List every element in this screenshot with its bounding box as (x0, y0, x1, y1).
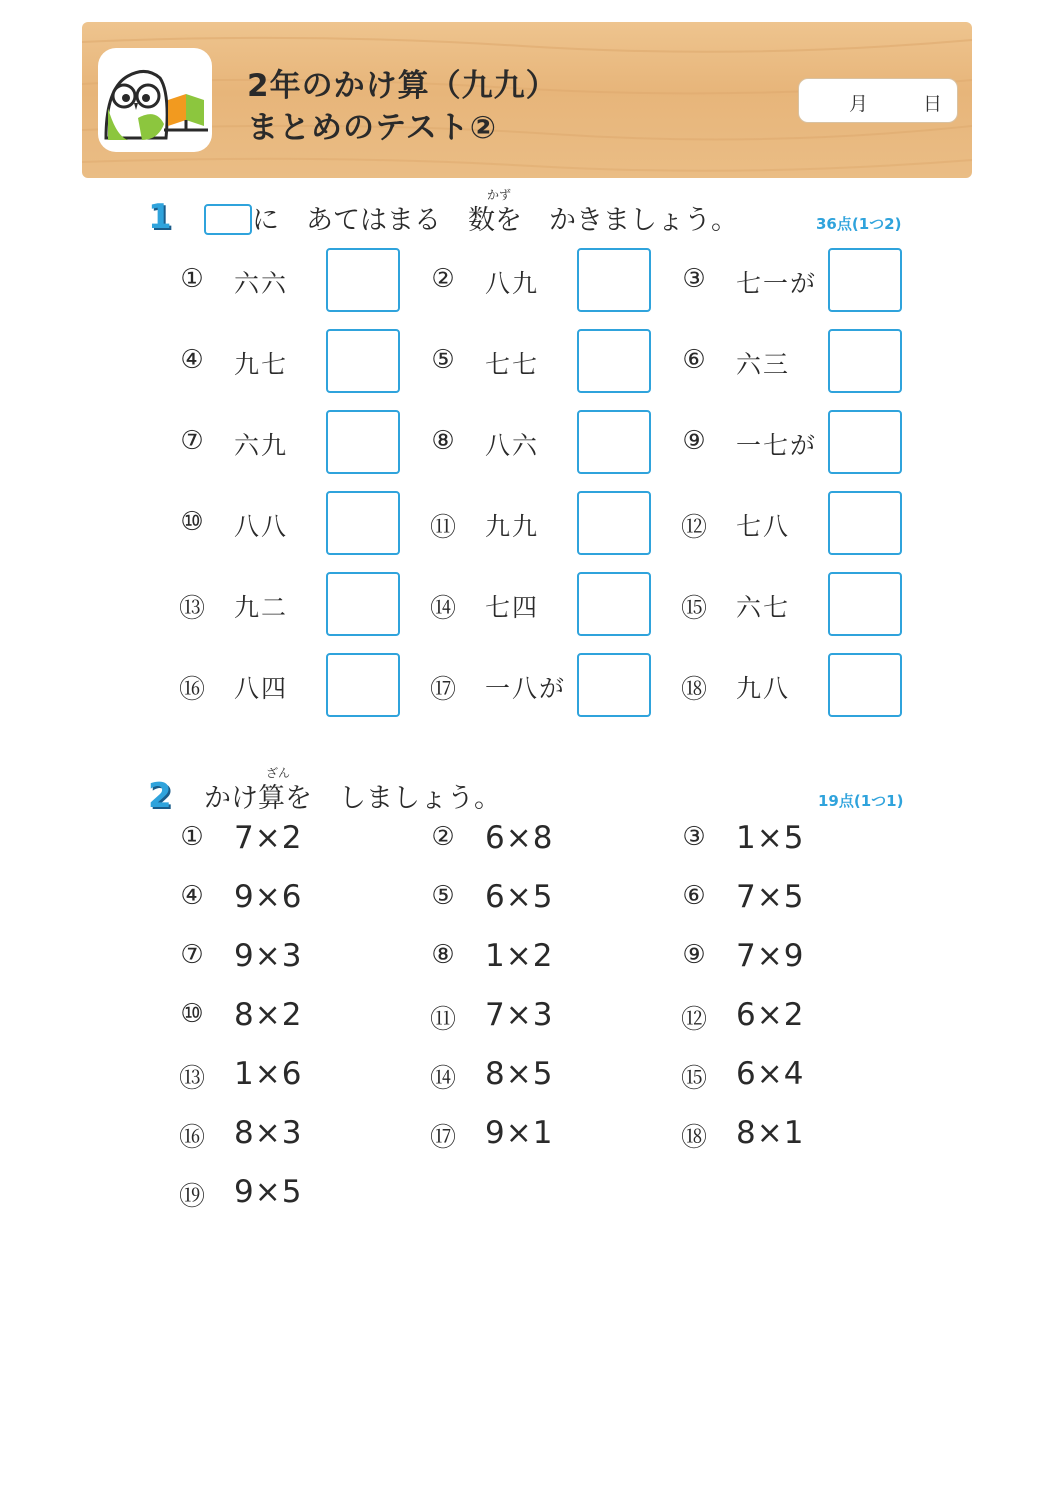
section2-question-expression: 1×6 (234, 1056, 303, 1092)
section1-question-text: 七七 (485, 350, 540, 379)
owl-book-logo (98, 48, 212, 152)
date-month-label: 月 (849, 93, 869, 115)
section1-answer-box[interactable] (828, 248, 902, 312)
section1-question-text: 七一が (736, 269, 818, 298)
section2-question-expression: 7×3 (485, 997, 554, 1033)
section2-question-expression: 8×2 (234, 997, 303, 1033)
section1-ruby: かず (487, 188, 512, 202)
section2-question-expression: 6×2 (736, 997, 805, 1033)
section2-question-number: ⑲ (178, 1182, 205, 1212)
section1-question-number: ⑯ (178, 675, 205, 705)
section2-question-expression: 8×3 (234, 1115, 303, 1151)
section1-question-number: ⑩ (180, 507, 204, 537)
section2-question-expression: 1×5 (736, 820, 805, 856)
section1-question-text: 九七 (234, 350, 289, 379)
section1-question-text: 八八 (234, 512, 289, 541)
section2-question-expression: 7×5 (736, 879, 805, 915)
section1-question-number: ⑰ (429, 675, 456, 705)
section1-answer-box[interactable] (828, 572, 902, 636)
section2-number-badge: 2 (148, 776, 172, 816)
section2-question-expression: 6×4 (736, 1056, 805, 1092)
section1-answer-box[interactable] (828, 410, 902, 474)
section1-question-number: ④ (180, 345, 204, 375)
section2-question-number: ① (180, 822, 204, 852)
section1-question-text: 六九 (234, 431, 289, 460)
section2-question-number: ⑤ (431, 881, 455, 911)
section1-question-text: 七四 (485, 593, 540, 622)
section2-question-number: ⑩ (180, 999, 204, 1029)
section1-question-text: 九二 (234, 593, 289, 622)
section2-question-expression: 7×9 (736, 938, 805, 974)
section2-question-expression: 6×8 (485, 820, 554, 856)
section1-answer-box[interactable] (577, 491, 651, 555)
section1-answer-box[interactable] (828, 491, 902, 555)
section2-question-number: ⑬ (178, 1064, 205, 1094)
section2-question-expression: 7×2 (234, 820, 303, 856)
section2-question-expression: 8×1 (736, 1115, 805, 1151)
section1-answer-box[interactable] (577, 329, 651, 393)
section1-question-number: ⑪ (429, 513, 456, 543)
section1-answer-box[interactable] (828, 329, 902, 393)
section1-answer-box[interactable] (828, 653, 902, 717)
section2-question-number: ⑱ (680, 1123, 707, 1153)
section1-question-number: ⑧ (431, 426, 455, 456)
section1-question-number: ① (180, 264, 204, 294)
section2-question-number: ⑧ (431, 940, 455, 970)
section1-question-text: 八四 (234, 674, 289, 703)
section1-question-number: ⑮ (680, 594, 707, 624)
section1-question-text: 九八 (736, 674, 791, 703)
section2-question-expression: 6×5 (485, 879, 554, 915)
owl-icon (98, 48, 212, 152)
section1-question-number: ⑱ (680, 675, 707, 705)
section2-instruction: かけ算を しましょう。 (204, 783, 501, 814)
section1-question-number: ⑤ (431, 345, 455, 375)
date-day-label: 日 (923, 93, 943, 115)
section2-question-number: ⑮ (680, 1064, 707, 1094)
section1-answer-box[interactable] (326, 653, 400, 717)
section1-question-text: 八六 (485, 431, 540, 460)
section1-question-text: 一八が (485, 674, 567, 703)
section2-question-number: ⑭ (429, 1064, 456, 1094)
section2-question-number: ⑯ (178, 1123, 205, 1153)
section2-question-number: ② (431, 822, 455, 852)
section2-question-expression: 1×2 (485, 938, 554, 974)
header-banner (82, 22, 972, 178)
section2-question-number: ⑦ (180, 940, 204, 970)
date-field[interactable] (798, 78, 958, 123)
section1-blank-box-sample (204, 204, 252, 235)
section1-question-text: 七八 (736, 512, 791, 541)
section1-question-number: ⑬ (178, 594, 205, 624)
section2-points: 19点(1つ1) (818, 792, 904, 810)
section1-question-text: 一七が (736, 431, 818, 460)
worksheet-title-line1: 2年のかけ算（九九） (247, 68, 558, 104)
section2-question-expression: 9×1 (485, 1115, 554, 1151)
worksheet-title-line2: まとめのテスト② (247, 110, 498, 146)
section1-points: 36点(1つ2) (816, 215, 902, 233)
section1-answer-box[interactable] (577, 410, 651, 474)
section1-question-number: ⑭ (429, 594, 456, 624)
section1-question-number: ⑥ (682, 345, 706, 375)
section1-question-text: 六七 (736, 593, 791, 622)
section1-question-number: ② (431, 264, 455, 294)
section1-answer-box[interactable] (326, 248, 400, 312)
section2-ruby: ざん (266, 766, 291, 780)
section1-question-text: 九九 (485, 512, 540, 541)
section1-question-text: 六六 (234, 269, 289, 298)
section2-question-number: ④ (180, 881, 204, 911)
section1-instruction: に あてはまる 数を かきましょう。 (252, 205, 738, 236)
section1-answer-box[interactable] (577, 572, 651, 636)
section1-number-badge: 1 (148, 197, 172, 237)
section1-answer-box[interactable] (326, 329, 400, 393)
section1-question-text: 八九 (485, 269, 540, 298)
section1-question-number: ③ (682, 264, 706, 294)
section2-question-number: ⑨ (682, 940, 706, 970)
section1-question-number: ⑫ (680, 513, 707, 543)
section2-question-number: ⑰ (429, 1123, 456, 1153)
section2-question-number: ⑪ (429, 1005, 456, 1035)
section1-question-text: 六三 (736, 350, 791, 379)
section2-question-expression: 8×5 (485, 1056, 554, 1092)
section2-question-number: ③ (682, 822, 706, 852)
section2-question-number: ⑥ (682, 881, 706, 911)
section2-question-expression: 9×6 (234, 879, 303, 915)
section1-answer-box[interactable] (326, 572, 400, 636)
section1-answer-box[interactable] (577, 653, 651, 717)
section2-question-expression: 9×3 (234, 938, 303, 974)
section2-question-number: ⑫ (680, 1005, 707, 1035)
section1-question-number: ⑨ (682, 426, 706, 456)
section2-question-expression: 9×5 (234, 1174, 303, 1210)
section1-answer-box[interactable] (577, 248, 651, 312)
section1-answer-box[interactable] (326, 491, 400, 555)
section1-answer-box[interactable] (326, 410, 400, 474)
section1-question-number: ⑦ (180, 426, 204, 456)
